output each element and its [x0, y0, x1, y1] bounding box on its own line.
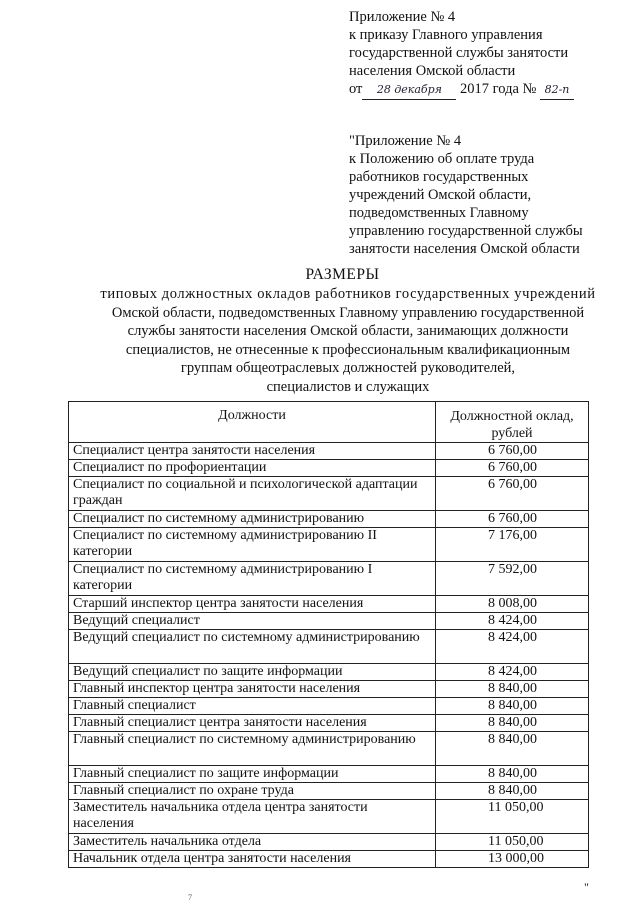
position-cell: Ведущий специалист [69, 613, 436, 630]
salary-cell: 11 050,00 [436, 834, 589, 851]
table-row [69, 443, 589, 460]
table-row [69, 613, 589, 630]
salary-cell: 8 424,00 [436, 613, 589, 630]
position-cell: Главный специалист центра занятости населения [69, 715, 436, 732]
table-row [69, 834, 589, 851]
annex-regulation-line: учреждений Омской области, [349, 187, 532, 203]
position-cell: Специалист центра занятости населения [69, 443, 436, 460]
table-row [69, 460, 589, 477]
position-cell: Главный специалист по защите информации [69, 766, 436, 783]
handwritten-number: 82-п [540, 81, 574, 100]
handwritten-date: 28 декабря [362, 81, 456, 100]
table-row [69, 511, 589, 528]
position-cell: Специалист по системному администрированию [69, 511, 436, 528]
position-cell: Заместитель начальника отдела [69, 834, 436, 851]
position-cell: Главный специалист по охране труда [69, 783, 436, 800]
document-subtitle [98, 285, 598, 396]
position-cell: Главный инспектор центра занятости населения [69, 681, 436, 698]
position-cell: Заместитель начальника отдела центра занятости населения [69, 800, 436, 834]
annex-order-date-line [349, 80, 574, 100]
annex-regulation-line: к Положению об оплате труда [349, 151, 535, 167]
table-row [69, 562, 589, 596]
annex-order-line2: к приказу Главного управления [349, 27, 543, 43]
salary-cell: 6 760,00 [436, 443, 589, 460]
table-row [69, 783, 589, 800]
annex-order-line4: населения Омской области [349, 63, 516, 79]
annex-regulation-line: подведомственных Главному [349, 205, 529, 221]
table-row [69, 851, 589, 868]
salary-cell: 7 592,00 [436, 562, 589, 596]
subtitle-line: группам общеотраслевых должностей руководителей, [180, 360, 516, 376]
subtitle-line: специалистов и служащих [266, 378, 430, 395]
annex-order-line1: Приложение № 4 [349, 9, 456, 25]
table-row [69, 800, 589, 834]
salary-cell: 8 424,00 [436, 664, 589, 681]
position-cell: Специалист по системному администрированию I категории [69, 562, 436, 596]
subtitle-line: типовых должностных окладов работников государственных учреждений [100, 286, 596, 302]
annex-regulation-block [349, 132, 583, 258]
document-title: РАЗМЕРЫ [305, 266, 380, 283]
salary-cell: 6 760,00 [436, 477, 589, 511]
salary-cell: 13 000,00 [436, 851, 589, 868]
salary-cell: 8 424,00 [436, 630, 589, 664]
salary-cell: 8 840,00 [436, 766, 589, 783]
salary-cell: 8 840,00 [436, 783, 589, 800]
annex-order-line3: государственной службы занятости [349, 45, 569, 61]
salary-cell: 8 008,00 [436, 596, 589, 613]
table-row [69, 698, 589, 715]
annex-regulation-line: занятости населения Омской области [349, 241, 580, 257]
salary-cell: 8 840,00 [436, 681, 589, 698]
subtitle-line: специалистов, не отнесенные к профессиональным квалификационным [125, 341, 571, 358]
salary-cell: 6 760,00 [436, 460, 589, 477]
annex-regulation-line: работников государственных [349, 169, 529, 185]
table-row [69, 528, 589, 562]
page-mark: 7 [188, 893, 192, 902]
header-position: Должности [69, 402, 436, 443]
table-row [69, 596, 589, 613]
table-row [69, 766, 589, 783]
position-cell: Специалист по профориентации [69, 460, 436, 477]
table-row [69, 681, 589, 698]
position-cell: Ведущий специалист по защите информации [69, 664, 436, 681]
position-cell: Начальник отдела центра занятости населения [69, 851, 436, 868]
table-row [69, 715, 589, 732]
annex-order-block [349, 8, 574, 100]
annex-regulation-line: управлению государственной службы [349, 223, 583, 239]
date-prefix: от [349, 81, 363, 97]
annex-regulation-line: "Приложение № 4 [349, 133, 462, 149]
salary-cell: 6 760,00 [436, 511, 589, 528]
salary-cell: 8 840,00 [436, 732, 589, 766]
table-row [69, 732, 589, 766]
salary-cell: 8 840,00 [436, 698, 589, 715]
salary-cell: 7 176,00 [436, 528, 589, 562]
year-text: 2017 года № [460, 81, 537, 97]
position-cell: Главный специалист по системному администрированию [69, 732, 436, 766]
closing-quote: " [584, 880, 589, 894]
position-cell: Специалист по системному администрированию II категории [69, 528, 436, 562]
table-row [69, 630, 589, 664]
position-cell: Старший инспектор центра занятости населения [69, 596, 436, 613]
position-cell: Главный специалист [69, 698, 436, 715]
subtitle-line: Омской области, подведомственных Главному управлению государственной [111, 304, 585, 321]
subtitle-line: службы занятости населения Омской области, занимающих должности [127, 323, 569, 339]
position-cell: Ведущий специалист по системному администрированию [69, 630, 436, 664]
position-cell: Специалист по социальной и психологической адаптации граждан [69, 477, 436, 511]
header-salary: Должностной оклад, рублей [436, 402, 589, 443]
table-row [69, 477, 589, 511]
salary-cell: 8 840,00 [436, 715, 589, 732]
salary-cell: 11 050,00 [436, 800, 589, 834]
table-row [69, 664, 589, 681]
salary-table [68, 401, 589, 868]
